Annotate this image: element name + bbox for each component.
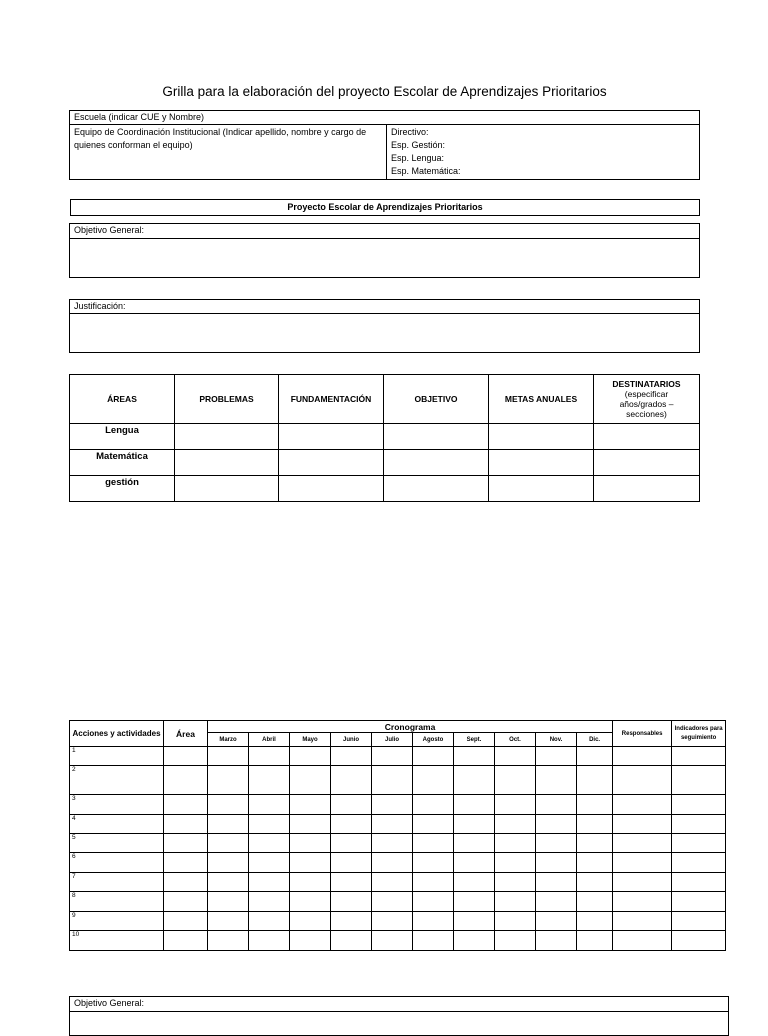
empty-cell [613, 834, 672, 853]
month-oct: Oct. [495, 733, 536, 747]
empty-cell [536, 931, 577, 951]
empty-cell [413, 815, 454, 834]
empty-cell [164, 795, 208, 815]
row-lengua: Lengua [70, 424, 175, 450]
project-heading: Proyecto Escolar de Aprendizajes Prioritarios [70, 199, 700, 216]
header-indicadores: Indicadores para seguimiento [672, 721, 726, 747]
empty-cell [164, 912, 208, 931]
role-directivo: Directivo: [391, 127, 429, 137]
empty-cell [536, 834, 577, 853]
empty-cell [249, 892, 290, 912]
cronograma-body [70, 747, 726, 951]
table-row [70, 853, 726, 873]
empty-cell [208, 747, 249, 766]
empty-cell [249, 853, 290, 873]
objetivo-label-2: Objetivo General: [70, 997, 728, 1012]
empty-cell [613, 766, 672, 795]
row-number: 6 [70, 853, 164, 873]
empty-cell [672, 766, 726, 795]
table-row [70, 912, 726, 931]
empty-cell [577, 931, 613, 951]
empty-cell [164, 931, 208, 951]
empty-cell [372, 834, 413, 853]
empty-cell [495, 747, 536, 766]
header-objetivo: OBJETIVO [384, 375, 489, 424]
empty-cell [249, 747, 290, 766]
empty-cell [613, 853, 672, 873]
empty-cell [331, 892, 372, 912]
empty-cell [164, 892, 208, 912]
empty-cell [495, 795, 536, 815]
empty-cell [372, 795, 413, 815]
empty-cell [249, 766, 290, 795]
cronograma-table [69, 720, 726, 951]
empty-cell [290, 912, 331, 931]
empty-cell [249, 873, 290, 892]
table-row [70, 747, 726, 766]
empty-cell [208, 815, 249, 834]
empty-cell [290, 747, 331, 766]
empty-cell [413, 747, 454, 766]
empty-cell [331, 873, 372, 892]
month-agosto: Agosto [413, 733, 454, 747]
empty-cell [454, 931, 495, 951]
empty-cell [164, 834, 208, 853]
empty-cell [372, 747, 413, 766]
month-marzo: Marzo [208, 733, 249, 747]
month-mayo: Mayo [290, 733, 331, 747]
equipo-label: Equipo de Coordinación Institucional (Indicar apellido, nombre y cargo de quienes conforman el equipo) [70, 125, 387, 180]
school-info-table [69, 110, 700, 180]
empty-cell [495, 892, 536, 912]
empty-cell [290, 931, 331, 951]
month-abril: Abril [249, 733, 290, 747]
empty-cell [372, 853, 413, 873]
empty-cell [372, 912, 413, 931]
empty-cell [536, 853, 577, 873]
empty-cell [208, 912, 249, 931]
empty-cell [672, 834, 726, 853]
empty-cell [672, 815, 726, 834]
objetivo-box-2 [69, 996, 729, 1036]
table-row [70, 931, 726, 951]
empty-cell [495, 873, 536, 892]
empty-cell [454, 912, 495, 931]
table-row [70, 766, 726, 795]
empty-cell [454, 853, 495, 873]
empty-cell [208, 853, 249, 873]
empty-cell [331, 834, 372, 853]
empty-cell [536, 873, 577, 892]
empty-cell [495, 853, 536, 873]
empty-cell [454, 815, 495, 834]
empty-cell [454, 873, 495, 892]
escuela-label: Escuela (indicar CUE y Nombre) [70, 111, 700, 125]
month-julio: Julio [372, 733, 413, 747]
empty-cell [577, 747, 613, 766]
empty-cell [331, 766, 372, 795]
roles-cell [387, 125, 700, 180]
empty-cell [495, 912, 536, 931]
empty-cell [290, 795, 331, 815]
empty-cell [672, 795, 726, 815]
row-number: 4 [70, 815, 164, 834]
table-row [70, 815, 726, 834]
empty-cell [413, 873, 454, 892]
empty-cell [331, 912, 372, 931]
row-number: 7 [70, 873, 164, 892]
empty-cell [536, 795, 577, 815]
empty-cell [613, 873, 672, 892]
empty-cell [208, 892, 249, 912]
empty-cell [495, 834, 536, 853]
empty-cell [672, 892, 726, 912]
month-dic: Dic. [577, 733, 613, 747]
row-number: 2 [70, 766, 164, 795]
empty-cell [208, 931, 249, 951]
empty-cell [249, 912, 290, 931]
empty-cell [208, 873, 249, 892]
row-number: 8 [70, 892, 164, 912]
header-area: Área [164, 721, 208, 747]
empty-cell [577, 815, 613, 834]
empty-cell [290, 853, 331, 873]
empty-cell [164, 766, 208, 795]
empty-cell [672, 853, 726, 873]
empty-cell [413, 795, 454, 815]
empty-cell [164, 853, 208, 873]
empty-cell [454, 766, 495, 795]
empty-cell [577, 853, 613, 873]
empty-cell [613, 892, 672, 912]
empty-cell [672, 747, 726, 766]
empty-cell [536, 747, 577, 766]
empty-cell [331, 931, 372, 951]
month-nov: Nov. [536, 733, 577, 747]
empty-cell [413, 834, 454, 853]
empty-cell [331, 853, 372, 873]
header-acciones: Acciones y actividades [70, 721, 164, 747]
empty-cell [290, 815, 331, 834]
empty-cell [454, 834, 495, 853]
empty-cell [290, 766, 331, 795]
row-number: 3 [70, 795, 164, 815]
empty-cell [164, 747, 208, 766]
role-matematica: Esp. Matemática: [391, 166, 461, 176]
empty-cell [290, 834, 331, 853]
empty-cell [164, 873, 208, 892]
header-destinatarios [594, 375, 700, 424]
empty-cell [536, 892, 577, 912]
empty-cell [413, 931, 454, 951]
objetivo-box [69, 223, 700, 278]
empty-cell [372, 815, 413, 834]
justificacion-label: Justificación: [70, 300, 699, 314]
empty-cell [249, 795, 290, 815]
destinatarios-title: DESTINATARIOS [612, 379, 681, 389]
empty-cell [249, 815, 290, 834]
row-number: 10 [70, 931, 164, 951]
header-cronograma: Cronograma [208, 721, 613, 733]
table-row [70, 892, 726, 912]
empty-cell [208, 766, 249, 795]
areas-table [69, 374, 700, 502]
row-matematica: Matemática [70, 450, 175, 476]
row-number: 9 [70, 912, 164, 931]
empty-cell [290, 873, 331, 892]
header-problemas: PROBLEMAS [175, 375, 279, 424]
table-row [70, 834, 726, 853]
objetivo-label: Objetivo General: [70, 224, 699, 239]
empty-cell [577, 766, 613, 795]
empty-cell [536, 766, 577, 795]
empty-cell [613, 912, 672, 931]
destinatarios-sub: (especificar años/grados – secciones) [619, 389, 674, 419]
empty-cell [372, 892, 413, 912]
empty-cell [613, 931, 672, 951]
empty-cell [454, 747, 495, 766]
month-junio: Junio [331, 733, 372, 747]
empty-cell [577, 912, 613, 931]
empty-cell [577, 834, 613, 853]
month-sept: Sept. [454, 733, 495, 747]
empty-cell [613, 815, 672, 834]
header-responsables: Responsables [613, 721, 672, 747]
empty-cell [613, 747, 672, 766]
empty-cell [672, 912, 726, 931]
empty-cell [536, 912, 577, 931]
empty-cell [331, 795, 372, 815]
empty-cell [454, 795, 495, 815]
empty-cell [536, 815, 577, 834]
empty-cell [413, 892, 454, 912]
empty-cell [613, 795, 672, 815]
header-fundamentacion: FUNDAMENTACIÓN [279, 375, 384, 424]
empty-cell [208, 834, 249, 853]
row-number: 5 [70, 834, 164, 853]
row-number: 1 [70, 747, 164, 766]
empty-cell [577, 873, 613, 892]
empty-cell [249, 931, 290, 951]
role-gestion: Esp. Gestión: [391, 140, 446, 150]
empty-cell [577, 795, 613, 815]
table-row [70, 795, 726, 815]
empty-cell [495, 766, 536, 795]
empty-cell [577, 892, 613, 912]
empty-cell [413, 766, 454, 795]
empty-cell [249, 834, 290, 853]
empty-cell [495, 931, 536, 951]
header-metas-anuales: METAS ANUALES [489, 375, 594, 424]
empty-cell [495, 815, 536, 834]
justificacion-box [69, 299, 700, 353]
empty-cell [331, 815, 372, 834]
empty-cell [208, 795, 249, 815]
page-title: Grilla para la elaboración del proyecto Escolar de Aprendizajes Prioritarios [162, 84, 607, 99]
empty-cell [372, 873, 413, 892]
header-areas: ÁREAS [70, 375, 175, 424]
empty-cell [672, 873, 726, 892]
empty-cell [413, 853, 454, 873]
row-gestion: gestión [70, 476, 175, 502]
empty-cell [164, 815, 208, 834]
empty-cell [331, 747, 372, 766]
empty-cell [372, 766, 413, 795]
table-row [70, 873, 726, 892]
empty-cell [454, 892, 495, 912]
role-lengua: Esp. Lengua: [391, 153, 445, 163]
empty-cell [290, 892, 331, 912]
empty-cell [413, 912, 454, 931]
empty-cell [372, 931, 413, 951]
empty-cell [672, 931, 726, 951]
